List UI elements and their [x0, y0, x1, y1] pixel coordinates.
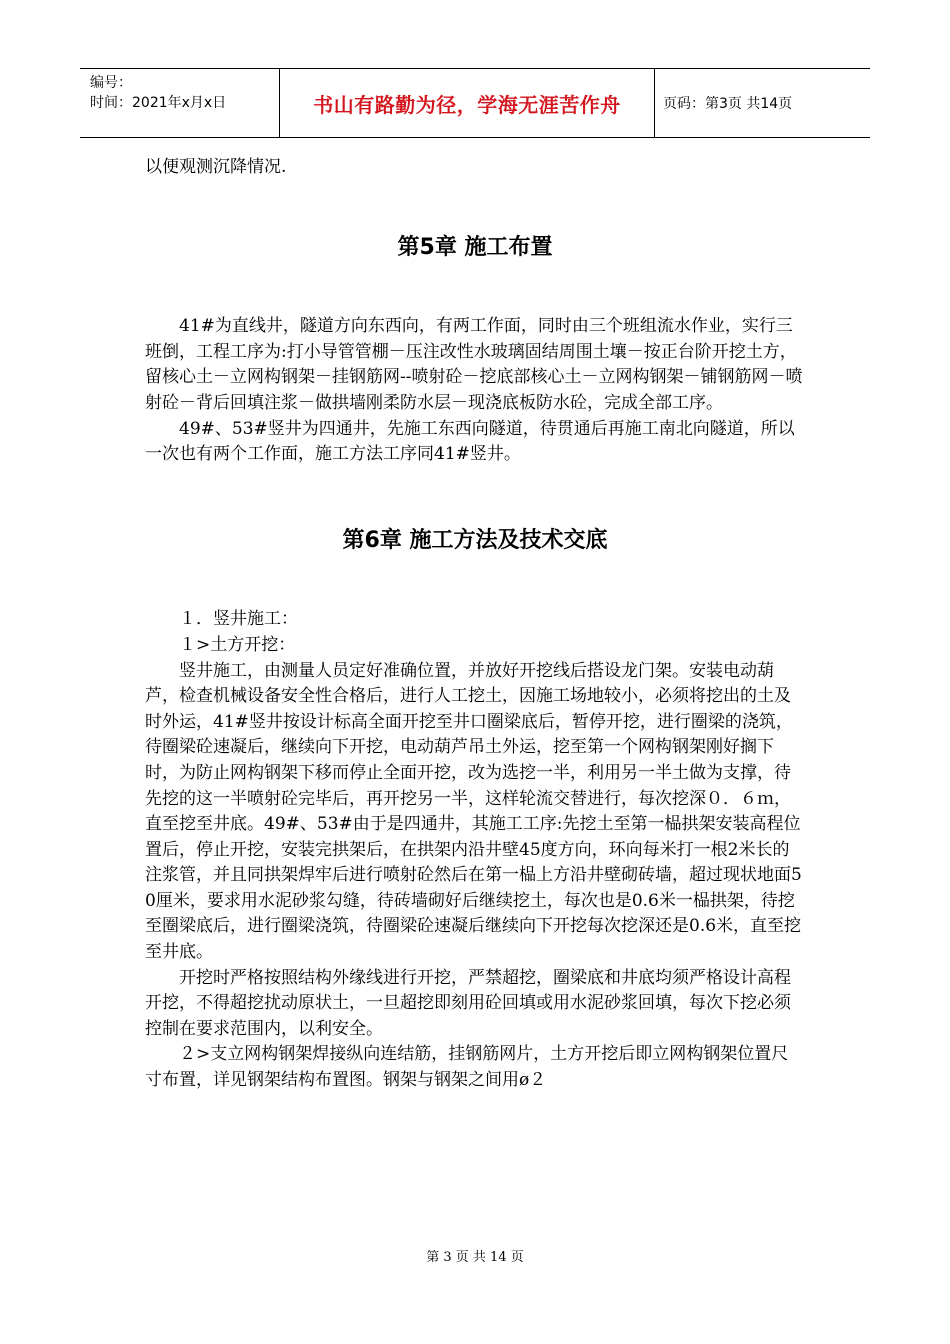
chapter-5-heading: 第5章 施工布置 — [397, 234, 553, 260]
number-label: 编号： — [90, 75, 132, 91]
paragraph: 49#、53#竖井为四通井，先施工东西向隧道，待贯通后再施工南北向隧道，所以一次也有两个工作面，施工方法工序同41#竖井。 — [145, 418, 795, 465]
page-footer: 第 3 页 共 14 页 — [426, 1250, 524, 1265]
document-body — [145, 155, 805, 1094]
page-header — [80, 68, 870, 138]
paragraph: １>土方开挖： — [145, 634, 296, 655]
paragraph: 竖井施工，由测量人员定好准确位置，并放好开挖线后搭设龙门架。安装电动葫芦，检查机械设备安全性合格后，进行人工挖土，因施工场地较小，必须将挖出的土及时外运，41#竖井按设计标高全面开挖至井口圈梁底后，暂停开挖，进行圈梁的浇筑，待圈梁砼速凝后，继续向下开挖，电动葫芦吊土外运，挖至第一个网构钢架刚好搁下时，为防止网构钢架下移而停止全面开挖，改为选挖一半，利用另一半土做为支撑，待先挖的这一半喷射砼完毕后，再开挖另一半，这样轮流交替进行，每次挖深０．６ｍ，直至挖至井底。49#、53#由于是四通井，其施工工序:先挖土至第一榀拱架安装高程位置后，停止开挖，安装完拱架后，在拱架内沿井壁45度方向，环向每米打一根2米长的注浆管，并且同拱架焊牢后进行喷射砼然后在第一榀上方沿井壁砌砖墙，超过现状地面50厘米，要求用水泥砂浆勾缝，待砖墙砌好后继续挖土，每次也是0.6米一榀拱架，待挖至圈梁底后，进行圈梁浇筑，待圈梁砼速凝后继续向下开挖每次挖深还是0.6米，直至挖至井底。 — [145, 660, 802, 963]
header-page-label: 页码：第3页 共14页 — [663, 96, 793, 112]
header-meta — [80, 69, 280, 137]
paragraph: ２>支立网构钢架焊接纵向连结筋，挂钢筋网片，土方开挖后即立网构钢架位置尺寸布置，详见钢架结构布置图。钢架与钢架之间用ø２ — [145, 1044, 789, 1091]
header-motto: 书山有路勤为径，学海无涯苦作舟 — [280, 69, 655, 137]
date-label: 时间：2021年x月x日 — [90, 95, 227, 111]
paragraph: １．竖井施工： — [145, 609, 298, 630]
chapter-6-heading: 第6章 施工方法及技术交底 — [342, 527, 608, 553]
paragraph: 41#为直线井，隧道方向东西向，有两工作面，同时由三个班组流水作业，实行三班倒，工程工序为:打小导管管棚－压注改性水玻璃固结周围土壤－按正台阶开挖土方，留核心土－立网构钢架－挂钢筋网--喷射砼－挖底部核心土－立网构钢架－铺钢筋网－喷射砼－背后回填注浆－做拱墙刚柔防水层－现浇底板防水砼，完成全部工序。 — [145, 316, 803, 413]
paragraph: 以便观测沉降情况. — [145, 157, 287, 177]
paragraph: 开挖时严格按照结构外缘线进行开挖，严禁超挖，圈梁底和井底均须严格设计高程开挖，不得超挖扰动原状土，一旦超挖即刻用砼回填或用水泥砂浆回填，每次下挖必须控制在要求范围内，以利安全。 — [145, 967, 791, 1039]
